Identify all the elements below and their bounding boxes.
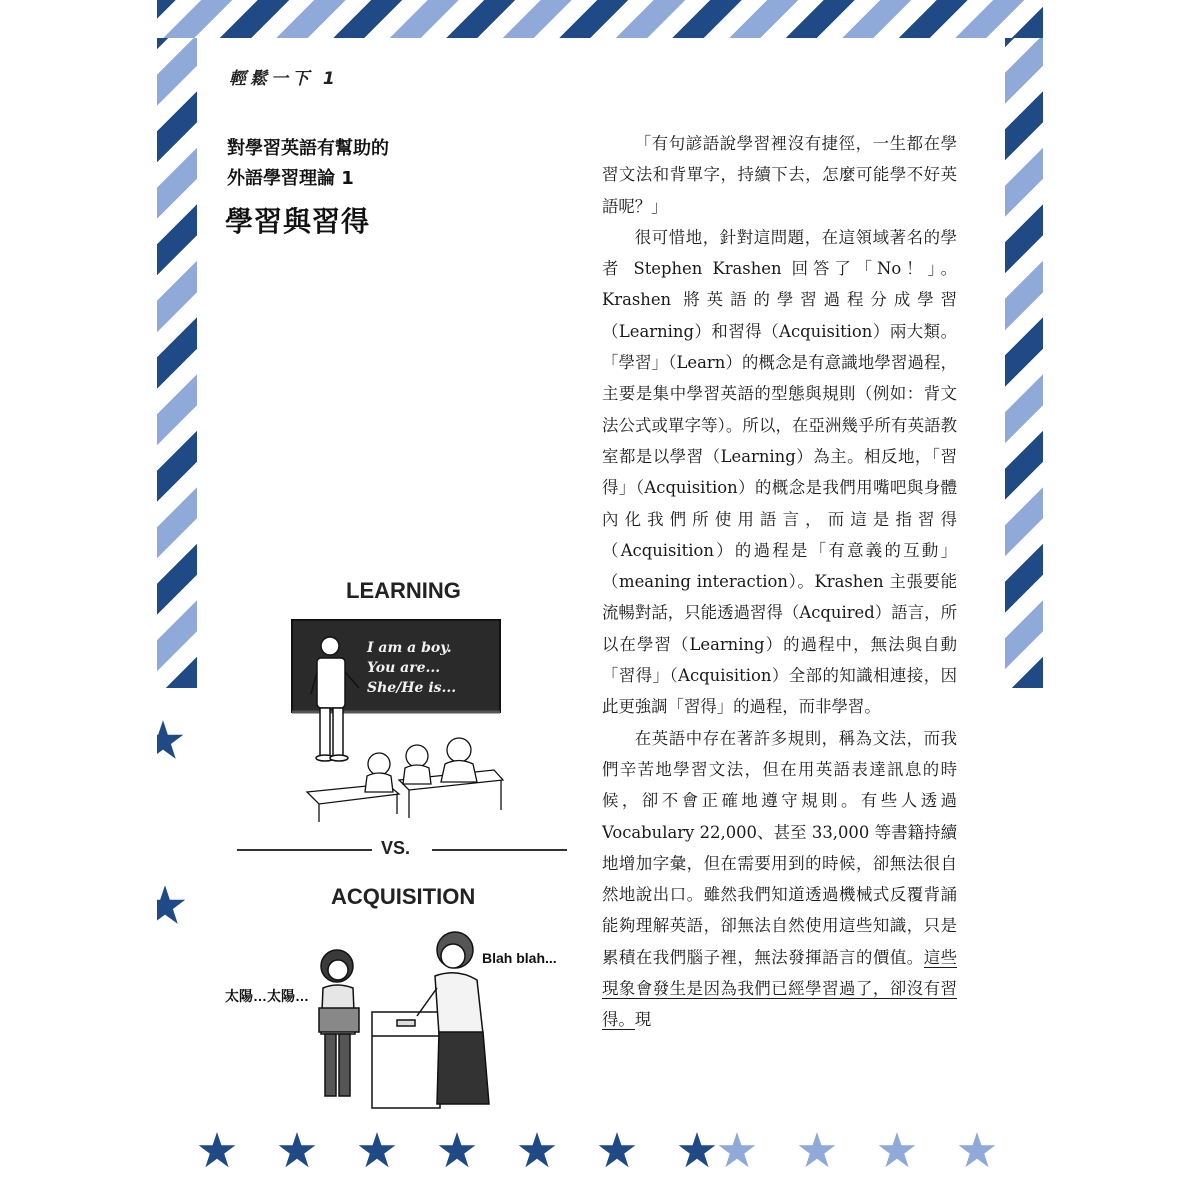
airmail-stripe-right [1005, 38, 1043, 688]
subtitle-line-2: 外語學習理論 1 [227, 168, 354, 189]
star-icon [437, 1130, 477, 1170]
paragraph-1: 「有句諺語說學習裡沒有捷徑，一生都在學習文法和背單字，持續下去，怎麼可能學不好英語呢？」 [602, 134, 957, 216]
airmail-stripe-left [157, 38, 197, 688]
speech-right: Blah blah... [482, 950, 557, 966]
speech-left: 太陽…太陽… [225, 988, 309, 1004]
board-line-2: You are... [367, 660, 441, 676]
divider-line-right [432, 849, 567, 851]
star-icon [157, 718, 185, 762]
star-icon [877, 1130, 917, 1170]
airmail-stripe-top [157, 0, 1043, 38]
star-border-bottom [157, 1130, 1043, 1180]
paragraph-2: 很可惜地，針對這問題，在這領域著名的學者 Stephen Krashen 回答了「No！」。Krashen 將英語的學習過程分成學習（Learning）和習得（Acquisition）兩大類。「學習」（Learn）的概念是有意識地學習過程，主要是集中學習英語的型態與規則（例如：背文法公式或單字等）。所以，在亞洲幾乎所有英語教室都是以學習（Learning）為主。相反地，「習得」（Acquisition）的概念是我們用嘴吧與身體內化我們所使用語言，而這是指習得（Acquisition）的過程是「有意義的互動」（meaning interaction）。Krashen 主張要能流暢對話，只能透過習得（Acquired）語言，所以在學習（Learning）的過程中，無法與自動「習得」（Acquisition）全部的知識相連接，因此更強調「習得」的過程，而非學習。 [602, 227, 957, 717]
board-line-1: I am a boy. [367, 640, 452, 656]
star-icon [677, 1130, 717, 1170]
star-icon [717, 1130, 757, 1170]
star-icon [277, 1130, 317, 1170]
conversation-illustration [307, 924, 507, 1114]
paragraph-3-continue: 現 [634, 1010, 652, 1030]
star-icon [957, 1130, 997, 1170]
star-icon [357, 1130, 397, 1170]
board-line-3: She/He is... [367, 680, 457, 696]
vs-divider [237, 836, 567, 866]
acquisition-caption: ACQUISITION [331, 884, 476, 909]
star-icon [597, 1130, 637, 1170]
book-page [157, 0, 1043, 1200]
classroom-illustration [289, 614, 504, 824]
vs-label: VS. [381, 838, 411, 858]
star-icon [197, 1130, 237, 1170]
section-header: 輕鬆一下 1 [229, 69, 339, 89]
page-title: 學習與習得 [225, 205, 371, 238]
star-icon [797, 1130, 837, 1170]
underlined-sentence: 這些現象會發生是因為我們已經學習過了，卻沒有習得。 [602, 947, 958, 1030]
article-body [602, 128, 957, 1036]
paragraph-3-text: 在英語中存在著許多規則，稱為文法，而我們辛苦地學習文法，但在用英語表達訊息的時候，卻不會正確地遵守規則。有些人透過 Vocabulary 22,000、甚至 33,000 等書籍持續地增加字彙，但在需要用到的時候，卻無法很自然地說出口。雖然我們知道透過機械式反覆背誦能夠理解英語，卻無法自然使用這些知識，只是累積在我們腦子裡，無法發揮語言的價值。 [602, 728, 957, 967]
subtitle [227, 134, 389, 194]
subtitle-line-1: 對學習英語有幫助的 [227, 138, 389, 159]
star-icon [517, 1130, 557, 1170]
learning-caption: LEARNING [346, 578, 461, 603]
star-icon [157, 883, 187, 927]
divider-line-left [237, 849, 372, 851]
paragraph-3 [602, 723, 957, 1036]
